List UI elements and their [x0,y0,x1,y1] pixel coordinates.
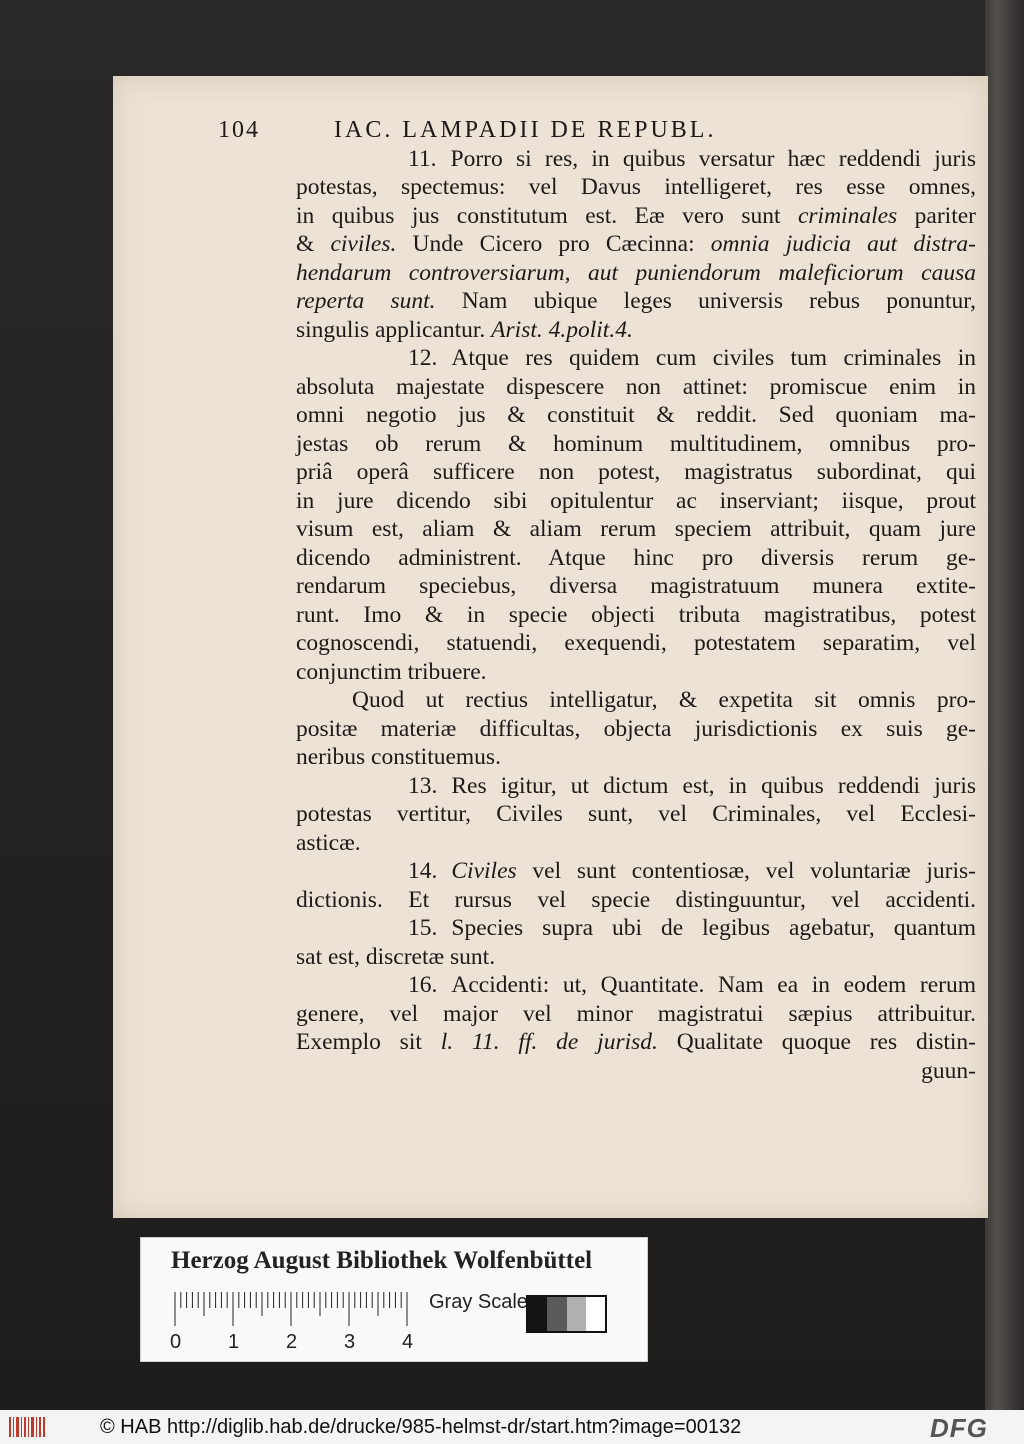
line-text: Res igitur, ut dictum est, in quibus reddendi juris [451,772,976,799]
line-text: absoluta majestate dispescere non attinet: promiscue enim in [296,373,976,400]
line-text: genere, vel major vel minor magistratui sæpius attribuitur. [296,1000,976,1027]
ruler-scale [173,1292,413,1326]
text-line [296,686,976,715]
text-line [296,544,976,573]
line-text: Atque res quidem cum civiles tum criminales in [451,345,976,371]
text-line [296,173,976,202]
line-text: & [296,231,331,257]
dfg-logo: DFG [930,1413,988,1443]
ruler-digit: 1 [228,1331,240,1353]
text-line [296,202,976,231]
text-line [296,772,976,801]
text-lines [296,145,976,1086]
paragraph-number: 13. [408,772,438,799]
paragraph-number: 11. [408,145,437,172]
text-line [296,1028,976,1057]
book-edge [985,0,1024,1410]
text-line [296,487,976,516]
line-text: Exemplo sit [296,1029,441,1055]
text-line [296,943,976,972]
ruler-digit: 2 [286,1331,298,1353]
gray-swatches [526,1295,607,1333]
text-line [296,800,976,829]
text-line [296,1057,976,1086]
running-head: IAC. LAMPADII DE REPUBL. [334,117,717,143]
text-line [296,629,976,658]
text-line [296,829,976,858]
line-text: singulis applicantur. [296,316,492,343]
italic-text: reperta sunt. [296,288,436,314]
ruler-digit: 0 [170,1331,182,1353]
text-line [296,259,976,288]
line-text: visum est, aliam & aliam rerum speciem attribuit, quam jure [296,516,976,542]
line-text: Porro si res, in quibus versatur hæc reddendi juris [450,145,976,172]
line-text: runt. Imo & in specie objecti tributa magistratibus, potest [296,601,976,628]
gray-swatch [567,1297,586,1331]
italic-text: l. 11. ff. de jurisd. [440,1029,658,1055]
gray-swatch [528,1297,547,1331]
text-line [296,230,976,259]
italic-text: Arist. 4.polit.4. [491,316,633,343]
text-line [296,971,976,1000]
line-text: cognoscendi, statuendi, exequendi, potestatem separatim, vel [296,630,976,656]
line-text: asticæ. [296,829,361,856]
text-line [296,401,976,430]
paragraph-number: 14. [408,858,438,884]
running-header [218,76,976,145]
ruler-digit: 4 [402,1331,414,1353]
text-line [296,658,976,687]
book-page [113,76,988,1218]
line-text: Nam ubique leges universis rebus ponuntur, [435,288,976,314]
text-line [296,287,976,316]
text-line [296,316,976,345]
color-target [140,1237,648,1362]
text-line [296,344,976,373]
line-text: dicendo administrent. Atque hinc pro diversis rerum ge- [296,544,976,571]
line-text: rendarum speciebus, diversa magistratuum munera extite- [296,573,976,599]
line-text: Quod ut rectius intelligatur, & expetita sit omnis pro- [352,687,976,713]
gray-swatch [547,1297,566,1331]
text-line [296,601,976,630]
text-line [296,743,976,772]
text-line [296,515,976,544]
italic-text: omnia judicia aut distra- [710,231,976,257]
line-text: potestas, spectemus: vel Davus intelligeret, res esse omnes, [296,174,976,200]
line-text: in jure dicendo sibi opitulentur ac inserviant; iisque, prout [296,487,976,514]
italic-text: Civiles [451,858,517,884]
paragraph-number: 15. [408,915,438,941]
page-text [218,76,977,1085]
line-text: positæ materiæ difficultas, objecta jurisdictionis ex suis ge- [296,715,976,742]
line-text: in quibus jus constitutum est. Eæ vero sunt [296,202,798,229]
italic-text: civiles. [330,231,397,257]
gray-swatch [586,1297,605,1331]
text-line [296,1000,976,1029]
line-text: Species supra ubi de legibus agebatur, quantum [451,915,976,941]
line-text: potestas vertitur, Civiles sunt, vel Criminales, vel Ecclesi- [296,801,976,827]
line-text: jestas ob rerum & hominum multitudinem, omnibus pro- [296,430,976,457]
text-line [296,430,976,459]
text-line [296,572,976,601]
line-text: Unde Cicero pro Cæcinna: [396,231,711,257]
line-text: neribus constituemus. [296,744,501,770]
source-link[interactable]: © HAB http://diglib.hab.de/drucke/985-helmst-dr/start.htm?image=00132 [100,1416,742,1438]
text-line [296,145,976,174]
text-line [296,886,976,915]
line-text: sat est, discretæ sunt. [296,943,496,970]
ruler-digit: 3 [344,1331,356,1353]
text-line [296,857,976,886]
line-text: dictionis. Et rursus vel specie distinguuntur, vel accidenti. [296,886,976,913]
line-text: pariter [897,202,976,229]
line-text: vel sunt contentiosæ, vel voluntariæ juris- [516,858,976,884]
line-text: conjunctim tribuere. [296,658,487,685]
gray-scale-label: Gray Scale [429,1291,528,1313]
italic-text: criminales [797,202,898,229]
ruler-digits [170,1331,430,1355]
text-line [296,715,976,744]
barcode-icon [8,1415,48,1439]
text-line [296,914,976,943]
italic-text: hendarum controversiarum, aut puniendorum maleficiorum causa [296,259,976,286]
text-line [296,458,976,487]
footer-bar [0,1410,1024,1444]
line-text: omni negotio jus & constituit & reddit. Sed quoniam ma- [296,402,976,428]
text-line [296,373,976,402]
library-name: Herzog August Bibliothek Wolfenbüttel [171,1247,593,1274]
paragraph-number: 12. [408,345,438,371]
line-text: guun- [921,1057,976,1084]
paragraph-number: 16. [408,972,438,998]
page-number: 104 [218,117,260,143]
line-text: Accidenti: ut, Quantitate. Nam ea in eodem rerum [451,972,976,998]
line-text: Qualitate quoque res distin- [657,1029,977,1055]
line-text: priâ operâ sufficere non potest, magistratus subordinat, qui [296,459,976,485]
